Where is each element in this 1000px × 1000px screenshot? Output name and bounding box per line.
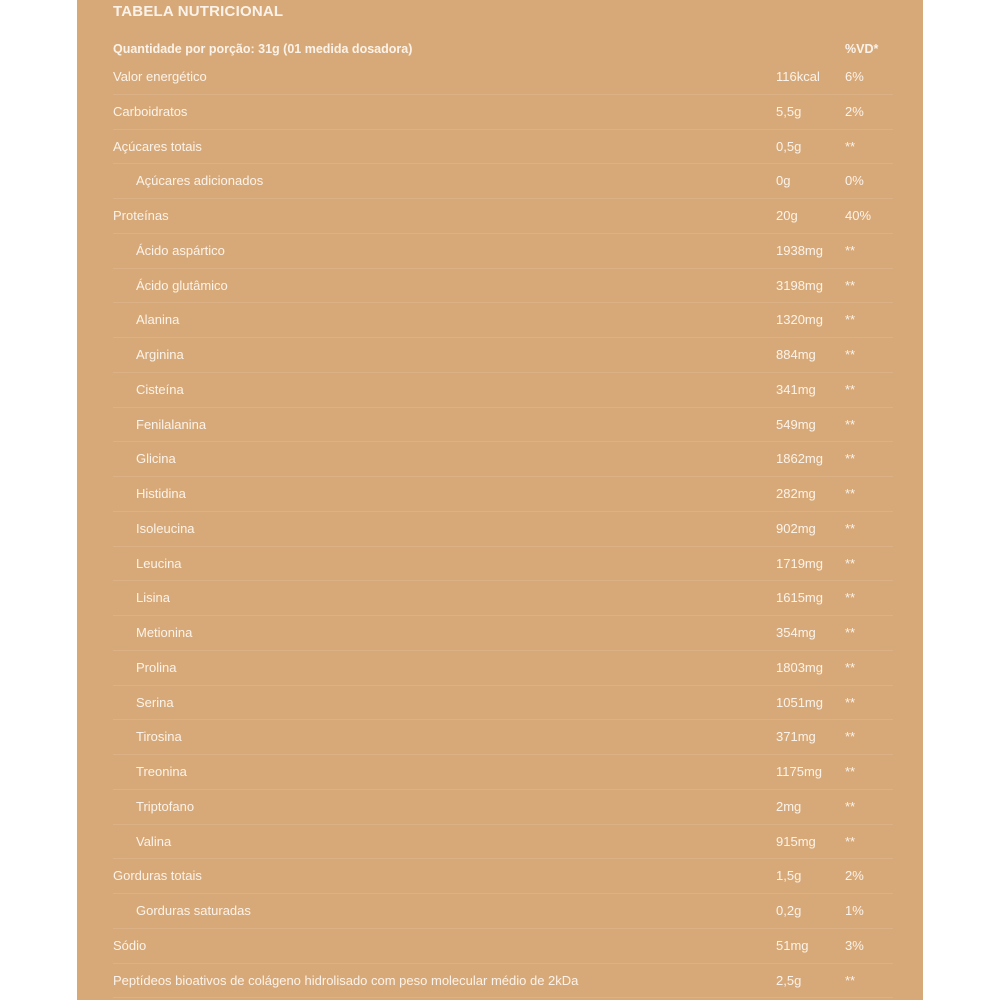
nutrient-vd: ** xyxy=(845,381,856,397)
table-title: TABELA NUTRICIONAL xyxy=(113,3,284,20)
nutrient-amount: 0,5g xyxy=(776,138,802,154)
nutrient-vd: 40% xyxy=(845,208,872,223)
nutrient-label: Valor energético xyxy=(113,69,207,84)
table-row xyxy=(113,859,893,894)
nutrient-amount: 371mg xyxy=(776,729,816,745)
nutrient-amount: 1615mg xyxy=(776,590,823,606)
table-row xyxy=(113,547,893,582)
nutrient-vd: 3% xyxy=(845,937,864,953)
nutrient-amount: 116kcal xyxy=(776,69,820,84)
table-row xyxy=(113,894,893,929)
nutrient-vd: 1% xyxy=(845,903,864,918)
nutrient-label: Glicina xyxy=(136,451,176,467)
nutrient-label: Sódio xyxy=(113,937,147,953)
nutrient-vd: ** xyxy=(845,764,856,779)
nutrient-label: Metionina xyxy=(136,625,193,640)
nutrient-vd: ** xyxy=(845,486,856,501)
table-row xyxy=(113,338,893,373)
nutrient-amount: 1803mg xyxy=(776,659,823,675)
nutrient-label: Tirosina xyxy=(136,729,182,745)
table-row xyxy=(113,477,893,512)
nutrient-amount: 0g xyxy=(776,173,791,189)
table-row xyxy=(113,373,893,408)
nutrient-label: Carboidratos xyxy=(113,103,188,119)
table-row xyxy=(113,686,893,721)
nutrient-vd: 0% xyxy=(845,173,864,189)
nutrient-vd: 2% xyxy=(845,103,864,119)
table-row xyxy=(113,442,893,477)
table-header xyxy=(113,42,893,60)
nutrient-amount: 1175mg xyxy=(776,764,823,779)
table-row xyxy=(113,616,893,651)
nutrient-label: Arginina xyxy=(136,347,184,362)
nutrient-vd: ** xyxy=(845,312,856,328)
nutrient-amount: 2,5g xyxy=(776,972,802,988)
table-row xyxy=(113,825,893,860)
nutrient-vd: ** xyxy=(845,416,856,432)
table-row xyxy=(113,234,893,269)
nutrition-panel xyxy=(77,0,923,1000)
nutrient-vd: ** xyxy=(845,833,856,849)
nutrient-vd: ** xyxy=(845,347,856,362)
nutrient-vd: 6% xyxy=(845,69,864,84)
nutrient-label: Triptofano xyxy=(136,798,195,814)
nutrient-amount: 5,5g xyxy=(776,103,802,119)
nutrient-amount: 1719mg xyxy=(776,555,823,571)
nutrient-vd: ** xyxy=(845,451,856,467)
table-row xyxy=(113,164,893,199)
table-row xyxy=(113,199,893,234)
table-row xyxy=(113,269,893,304)
nutrient-vd: ** xyxy=(845,277,856,293)
serving-size-label: Quantidade por porção: 31g (01 medida dosadora) xyxy=(113,42,413,56)
nutrient-amount: 1320mg xyxy=(776,312,823,328)
nutrient-label: Valina xyxy=(136,833,172,849)
nutrient-amount: 915mg xyxy=(776,833,816,849)
table-row xyxy=(113,651,893,686)
nutrient-vd: ** xyxy=(845,659,856,675)
nutrient-vd: 2% xyxy=(845,868,864,884)
nutrient-vd: ** xyxy=(845,694,856,710)
nutrient-amount: 341mg xyxy=(776,381,816,397)
nutrient-amount: 1051mg xyxy=(776,694,823,710)
nutrient-label: Gorduras totais xyxy=(113,868,202,884)
nutrient-label: Peptídeos bioativos de colágeno hidrolisado com peso molecular médio de 2kDa xyxy=(113,972,579,988)
nutrient-vd: ** xyxy=(845,798,856,814)
table-row xyxy=(113,581,893,616)
nutrient-label: Leucina xyxy=(136,555,182,571)
nutrient-amount: 902mg xyxy=(776,520,816,536)
nutrient-vd: ** xyxy=(845,138,856,154)
nutrient-vd: ** xyxy=(845,520,856,536)
nutrient-label: Histidina xyxy=(136,486,186,501)
nutrient-vd: ** xyxy=(845,625,856,640)
nutrient-label: Treonina xyxy=(136,764,187,779)
nutrient-amount: 3198mg xyxy=(776,277,823,293)
nutrient-label: Ácido glutâmico xyxy=(136,277,228,293)
nutrient-label: Serina xyxy=(136,694,174,710)
nutrient-label: Gorduras saturadas xyxy=(136,903,251,918)
nutrient-amount: 1938mg xyxy=(776,242,823,258)
nutrient-amount: 0,2g xyxy=(776,903,802,918)
nutrient-vd: ** xyxy=(845,555,856,571)
nutrient-amount: 1,5g xyxy=(776,868,802,884)
nutrition-rows xyxy=(113,60,893,998)
nutrient-amount: 884mg xyxy=(776,347,816,362)
table-row xyxy=(113,303,893,338)
table-row xyxy=(113,720,893,755)
table-row xyxy=(113,95,893,130)
table-row xyxy=(113,60,893,95)
nutrient-amount: 282mg xyxy=(776,486,816,501)
nutrient-label: Cisteína xyxy=(136,381,184,397)
table-row xyxy=(113,929,893,964)
table-row xyxy=(113,755,893,790)
nutrient-amount: 20g xyxy=(776,208,798,223)
nutrient-label: Proteínas xyxy=(113,208,169,223)
nutrient-label: Lisina xyxy=(136,590,170,606)
table-row xyxy=(113,964,893,999)
nutrient-vd: ** xyxy=(845,972,856,988)
nutrient-label: Isoleucina xyxy=(136,520,195,536)
nutrient-amount: 1862mg xyxy=(776,451,823,467)
nutrient-label: Açúcares totais xyxy=(113,138,202,154)
table-row xyxy=(113,790,893,825)
vd-column-header: %VD* xyxy=(845,42,879,56)
nutrient-vd: ** xyxy=(845,590,856,606)
nutrient-label: Prolina xyxy=(136,659,177,675)
nutrient-label: Fenilalanina xyxy=(136,416,207,432)
table-row xyxy=(113,512,893,547)
nutrient-amount: 354mg xyxy=(776,625,816,640)
nutrient-label: Alanina xyxy=(136,312,180,328)
nutrient-amount: 2mg xyxy=(776,798,802,814)
nutrient-vd: ** xyxy=(845,729,856,745)
nutrient-amount: 51mg xyxy=(776,937,809,953)
nutrient-label: Açúcares adicionados xyxy=(136,173,264,189)
nutrient-label: Ácido aspártico xyxy=(136,242,225,258)
table-row xyxy=(113,408,893,443)
table-row xyxy=(113,130,893,165)
nutrient-vd: ** xyxy=(845,242,856,258)
nutrient-amount: 549mg xyxy=(776,416,816,432)
